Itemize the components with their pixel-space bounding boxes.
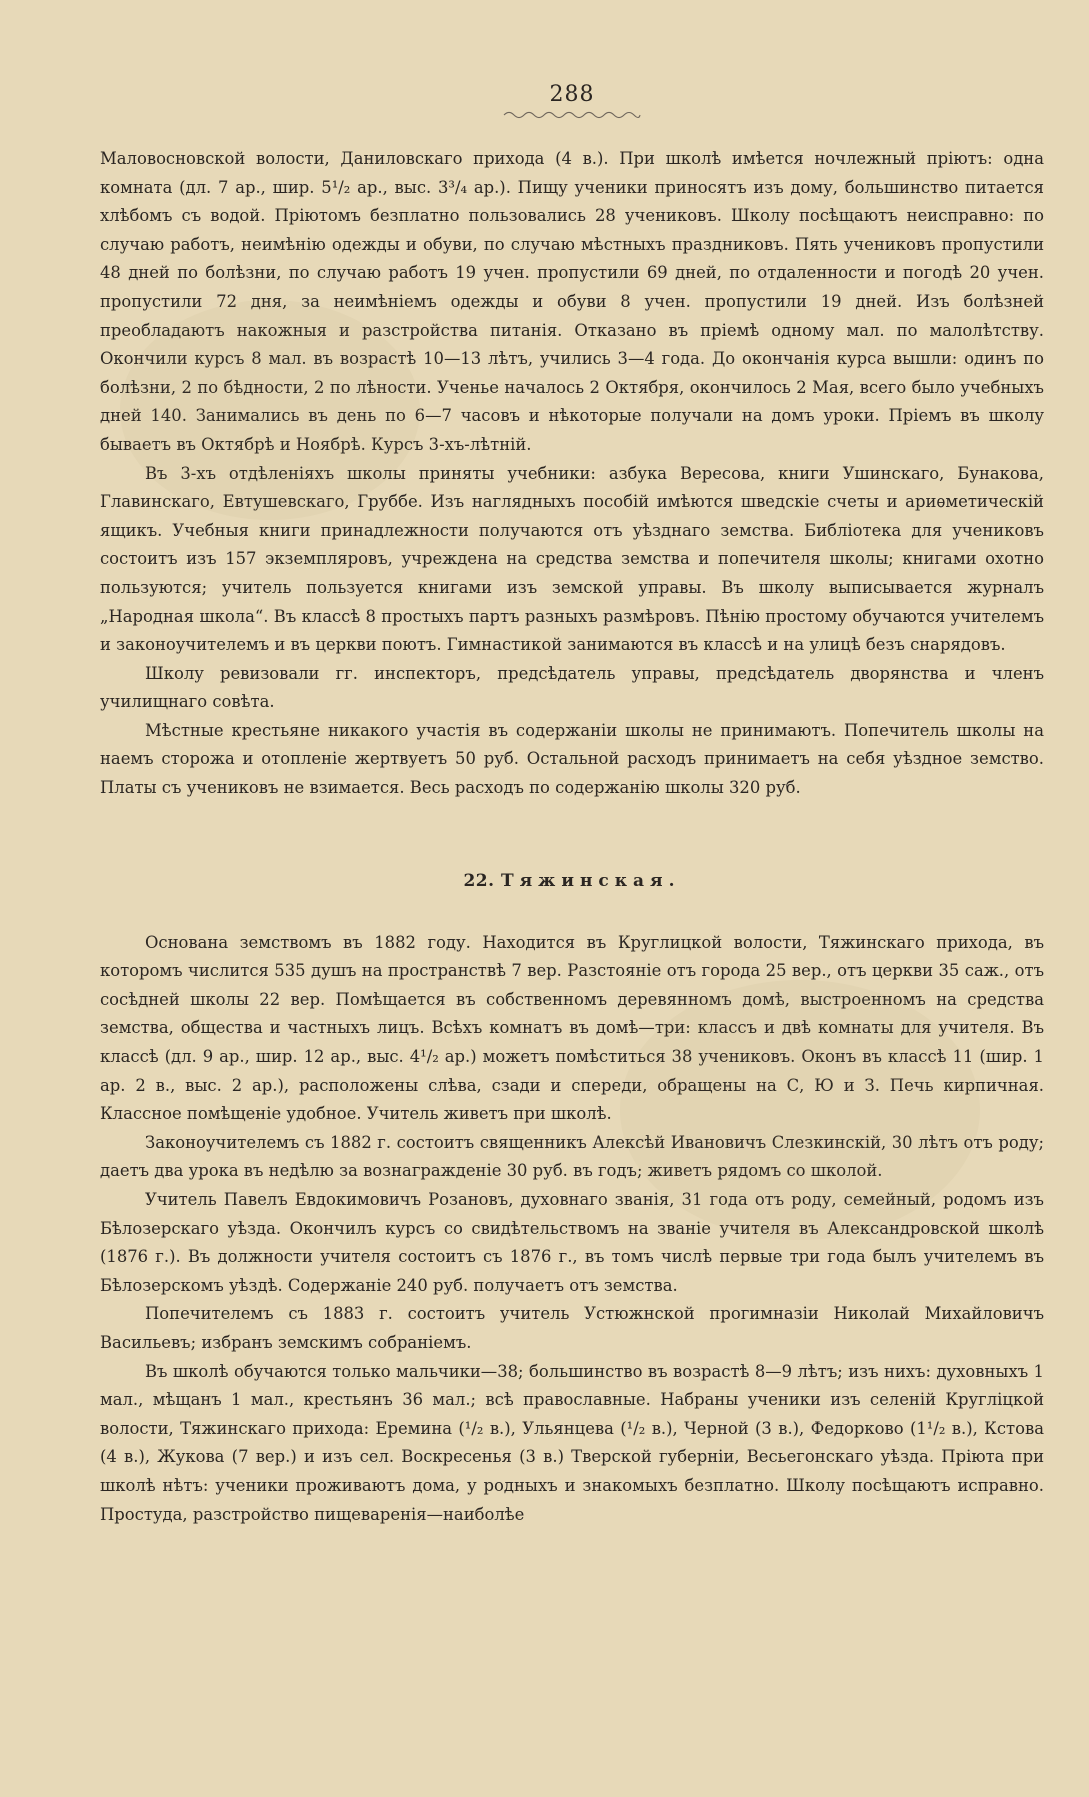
paragraph: Мѣстные крестьяне никакого участія въ содержаніи школы не принимаютъ. Попечитель школы на наемъ сторожа и отопленіе жертвуетъ 50 руб. Остальной расходъ принимаетъ на себя уѣздное земство. Платы съ учениковъ не взимается. Весь расходъ по содержанію школы 320 руб. xyxy=(100,720,1044,798)
paragraph: Законоучителемъ съ 1882 г. состоитъ священникъ Алексѣй Ивановичъ Слезкинскій, 30 лѣтъ отъ роду; даетъ два урока въ недѣлю за вознагражденіе 30 руб. въ годъ; живетъ рядомъ со школой. xyxy=(100,1132,1044,1181)
paragraph: Въ 3-хъ отдѣленіяхъ школы приняты учебники: азбука Вересова, книги Ушинскаго, Бунакова, Главинскаго, Евтушевскаго, Груббе. Изъ наглядныхъ пособій имѣются шведскіе счеты и ариѳметическій ящикъ. Учебныя книги принадлежности получаются отъ уѣзднаго земства. Библіотека для учениковъ состоитъ изъ 157 экземпляровъ, учреждена на средства земства и попечителя школы; книгами охотно пользуются; учитель пользуется книгами изъ земской управы. Въ школу выписывается журналъ „Народная школа“. Въ классѣ 8 простыхъ партъ разныхъ размѣровъ. Пѣнію простому обучаются учителемъ и законоучителемъ и въ церкви поютъ. Гимнастикой занимаются въ классѣ и на улицѣ безъ снарядовъ. xyxy=(100,463,1044,655)
section-title: Тяжинская. xyxy=(500,870,681,891)
section-number: 22. xyxy=(463,870,495,891)
paragraph: Школу ревизовали гг. инспекторъ, предсѣдатель управы, предсѣдатель дворянства и членъ училищнаго совѣта. xyxy=(100,663,1044,712)
ornament-squiggle xyxy=(502,109,642,121)
paragraph: Въ школѣ обучаются только мальчики—38; большинство въ возрастѣ 8—9 лѣтъ; изъ нихъ: духовныхъ 1 мал., мѣщанъ 1 мал., крестьянъ 36 мал.; всѣ православные. Набраны ученики изъ селеній Кругліцкой волости, Тяжинскаго прихода: Еремина (¹/₂ в.), Ульянцева (¹/₂ в.), Черной (3 в.), Федорково (1¹/₂ в.), Кстова (4 в.), Жукова (7 вер.) и изъ сел. Воскресенья (3 в.) Тверской губерніи, Весьегонскаго уѣзда. Пріюта при школѣ нѣтъ: ученики проживаютъ дома, у родныхъ и знакомыхъ безплатно. Школу посѣщаютъ исправно. Простуда, разстройство пищеваренія—наиболѣе xyxy=(100,1361,1044,1524)
paragraph: Учитель Павелъ Евдокимовичъ Розановъ, духовнаго званія, 31 года отъ роду, семейный, родомъ изъ Бѣлозерскаго уѣзда. Окончилъ курсъ со свидѣтельствомъ на званіе учителя въ Александровской школѣ (1876 г.). Въ должности учителя состоитъ съ 1876 г., въ томъ числѣ первые три года былъ учителемъ въ Бѣлозерскомъ уѣздѣ. Содержаніе 240 руб. получаетъ отъ земства. xyxy=(100,1190,1044,1295)
body-text-bottom xyxy=(100,929,1044,1529)
body-text-top xyxy=(100,145,1044,803)
paragraph: Попечителемъ съ 1883 г. состоитъ учитель Устюжнской прогимназіи Николай Михайловичъ Васильевъ; избранъ земскимъ собраніемъ. xyxy=(100,1304,1044,1352)
section-heading xyxy=(100,871,1044,891)
paragraph: Маловосновской волости, Даниловскаго прихода (4 в.). При школѣ имѣется ночлежный пріютъ: одна комната (дл. 7 ар., шир. 5¹/₂ ар., выс. 3³/₄ ар.). Пищу ученики приносятъ изъ дому, большинство питается хлѣбомъ съ водой. Пріютомъ безплатно пользовались 28 учениковъ. Школу посѣщаютъ неисправно: по случаю работъ, неимѣнію одежды и обуви, по случаю мѣстныхъ праздниковъ. Пять учениковъ пропустили 48 дней по болѣзни, по случаю работъ 19 учен. пропустили 69 дней, по отдаленности и погодѣ 20 учен. пропустили 72 дня, за неимѣніемъ одежды и обуви 8 учен. пропустили 19 дней. Изъ болѣзней преобладаютъ накожныя и разстройства питанія. Отказано въ пріемѣ одному мал. по малолѣтству. Окончили курсъ 8 мал. въ возрастѣ 10—13 лѣтъ, учились 3—4 года. До окончанія курса вышли: одинъ по болѣзни, 2 по бѣдности, 2 по лѣности. Ученье началось 2 Октября, окончилось 2 Мая, всего было учебныхъ дней 140. Занимались въ день по 6—7 часовъ и нѣкоторые получали на домъ уроки. Пріемъ въ школу бываетъ въ Октябрѣ и Ноябрѣ. Курсъ 3-хъ-лѣтній. xyxy=(100,149,1044,454)
paragraph: Основана земствомъ въ 1882 году. Находится въ Круглицкой волости, Тяжинскаго прихода, въ которомъ числится 535 душъ на пространствѣ 7 вер. Разстояніе отъ города 25 вер., отъ церкви 35 саж., отъ сосѣдней школы 22 вер. Помѣщается въ собственномъ деревянномъ домѣ, выстроенномъ на средства земства, общества и частныхъ лицъ. Всѣхъ комнатъ въ домѣ—три: классъ и двѣ комнаты для учителя. Въ классѣ (дл. 9 ар., шир. 12 ар., выс. 4¹/₂ ар.) можетъ помѣститься 38 учениковъ. Оконъ въ классѣ 11 (шир. 1 ар. 2 в., выс. 2 ар.), расположены слѣва, сзади и спереди, обращены на С, Ю и З. Печь кирпичная. Классное помѣщеніе удобное. Учитель живетъ при школѣ. xyxy=(100,932,1044,1124)
page-number: 288 xyxy=(549,82,595,107)
